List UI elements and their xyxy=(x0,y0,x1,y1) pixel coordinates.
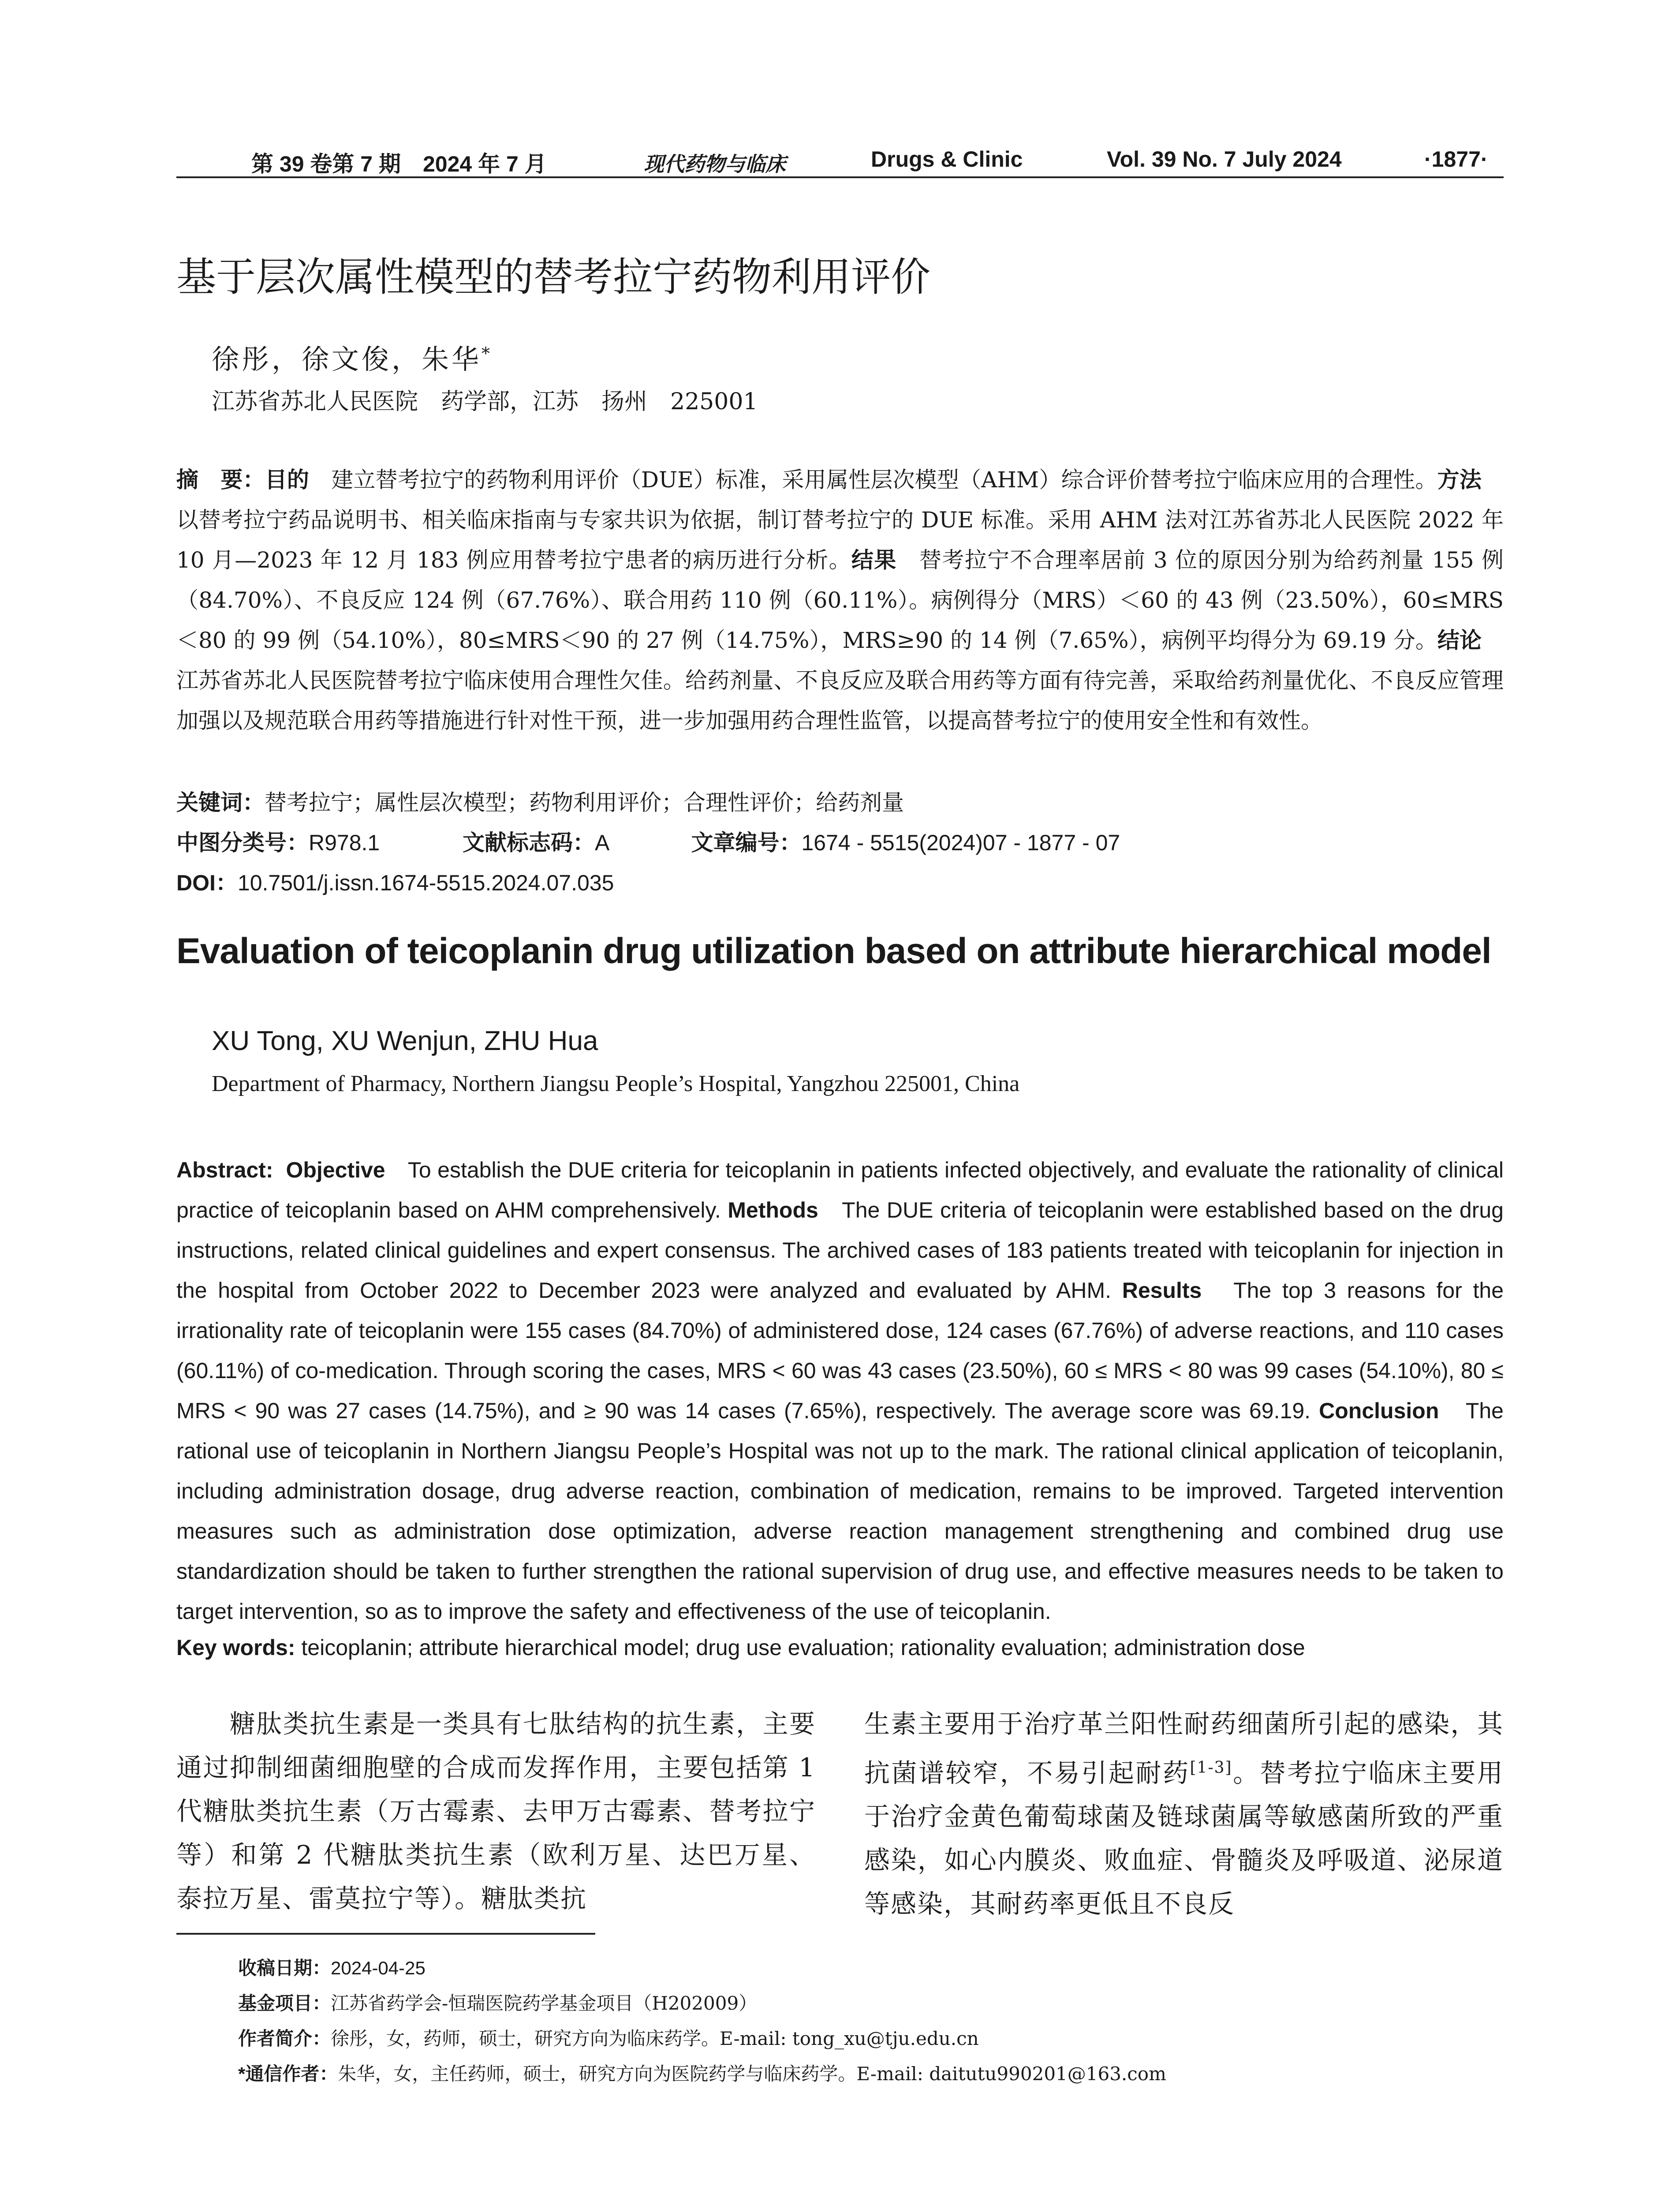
cn-methods-label: 方法 xyxy=(1437,467,1482,492)
en-conclusion-label: Conclusion xyxy=(1319,1398,1439,1423)
cn-objective-label: 目的 xyxy=(265,467,310,492)
corresponding-label: *通信作者： xyxy=(238,2063,338,2084)
cn-results-label: 结果 xyxy=(851,548,897,572)
cn-abstract-label: 摘 要： xyxy=(176,467,265,492)
author-bio-text: 徐彤，女，药师，硕士，研究方向为临床药学。E-mail: tong_xu@tju.edu.cn xyxy=(331,2028,979,2049)
en-keywords xyxy=(176,1635,1305,1660)
doc-code-value: A xyxy=(595,830,609,855)
cn-title: 基于层次属性模型的替考拉宁药物利用评价 xyxy=(176,255,930,299)
cn-results-text: 替考拉宁不合理率居前 3 位的原因分别为给药剂量 155 例（84.70%）、不良反应 124 例（67.76%）、联合用药 110 例（60.11%）。病例得分（MRS）＜60 的 43 例（23.50%），60≤MRS＜80 的 99 例（54.10%），80≤MRS＜90 的 27 例（14.75%），MRS≥90 的 14 例（7.65%），病例平均得分为 69.19 分。 xyxy=(176,547,1504,653)
en-keywords-label: Key words: xyxy=(176,1635,295,1660)
author-bio-label: 作者简介： xyxy=(238,2028,331,2049)
received-date: 2024-04-25 xyxy=(331,1958,426,1978)
body-paragraph-2a: 生素主要用于治疗革兰阳性耐药细菌所引起的感染，其抗菌谱较窄，不易引起耐药 xyxy=(864,1709,1504,1788)
header-page-number: ·1877· xyxy=(1424,147,1488,172)
cn-conclusion-text: 江苏省苏北人民医院替考拉宁临床使用合理性欠佳。给药剂量、不良反应及联合用药等方面有待完善，采取给药剂量优化、不良反应管理加强以及规范联合用药等措施进行针对性干预，进一步加强用药合理性监管，以提高替考拉宁的使用安全性和有效性。 xyxy=(176,628,1504,733)
header-journal-en: Drugs & Clinic xyxy=(871,147,1023,172)
cn-methods-text: 以替考拉宁药品说明书、相关临床指南与专家共识为依据，制订替考拉宁的 DUE 标准。采用 AHM 法对江苏省苏北人民医院 2022 年 10 月—2023 年 12 月 183 例应用替考拉宁患者的病历进行分析。 xyxy=(176,467,1504,573)
doc-code-label: 文献标志码： xyxy=(463,830,595,855)
header-journal-cn: 现代药物与临床 xyxy=(644,152,786,176)
en-abstract-label: Abstract: xyxy=(176,1158,273,1182)
cn-conclusion-label: 结论 xyxy=(1437,628,1482,653)
en-methods-text: The DUE criteria of teicoplanin were established based on the drug instructions, related clinical guidelines and expert consensus. The archived cases of 183 patients treated with teicoplanin for injection in the hospital from October 2022 to December 2023 were analyzed and evaluated by AHM. xyxy=(176,1198,1504,1303)
cn-keywords-label: 关键词： xyxy=(176,790,265,815)
cn-objective-text: 建立替考拉宁的药物利用评价（DUE）标准，采用属性层次模型（AHM）综合评价替考拉宁临床应用的合理性。 xyxy=(309,467,1437,493)
en-objective-label: Objective xyxy=(286,1158,385,1182)
cn-author-names: 徐彤，徐文俊，朱华 xyxy=(212,343,482,375)
cn-authors xyxy=(212,337,493,377)
cn-abstract xyxy=(176,460,1504,741)
footnote-rule xyxy=(176,1933,595,1935)
header-volume-cn: 第 39 卷第 7 期 2024 年 7 月 xyxy=(251,152,547,176)
en-keywords-text: teicoplanin; attribute hierarchical model; drug use evaluation; rationality evaluation; administration dose xyxy=(295,1635,1305,1660)
citation-ref: [1-3] xyxy=(1190,1759,1232,1777)
corresponding-author-mark: * xyxy=(482,344,493,363)
header-volume-en: Vol. 39 No. 7 July 2024 xyxy=(1107,147,1342,172)
cn-affiliation xyxy=(212,383,758,416)
received-label: 收稿日期： xyxy=(238,1958,331,1978)
cn-classification-line xyxy=(176,825,1120,857)
body-column-right xyxy=(864,1702,1504,1926)
clc-value: R978.1 xyxy=(309,830,380,855)
footnote-corresponding xyxy=(238,2059,1166,2086)
doi-label: DOI： xyxy=(176,871,238,895)
body-paragraph-2b: 。替考拉宁临床主要用于治疗金黄色葡萄球菌及链球菌属等敏感菌所致的严重感染，如心内膜炎、败血症、骨髓炎及呼吸道、泌尿道等感染，其耐药率更低且不良反 xyxy=(864,1758,1504,1919)
doi-value: 10.7501/j.issn.1674-5515.2024.07.035 xyxy=(237,871,614,895)
fund-text: 江苏省药学会-恒瑞医院药学基金项目（H202009） xyxy=(331,1992,758,2014)
corresponding-text: 朱华，女，主任药师，硕士，研究方向为医院药学与临床药学。E-mail: daitutu990201@163.com xyxy=(338,2063,1166,2085)
en-conclusion-text: The rational use of teicoplanin in Northern Jiangsu People’s Hospital was not up to the mark. The rational clinical application of teicoplanin, including administration dosage, drug adverse reaction, combination of medication, remains to be improved. Targeted intervention measures such as administration dose optimization, adverse reaction management strengthening and combined drug use standardization should be taken to further strengthen the rational supervision of drug use, and effective measures needs to be taken to target intervention, so as to improve the safety and effectiveness of the use of teicoplanin. xyxy=(176,1398,1504,1624)
cn-keywords-text: 替考拉宁；属性层次模型；药物利用评价；合理性评价；给药剂量 xyxy=(265,790,904,815)
footnote-fund xyxy=(238,1989,757,2015)
en-authors: XU Tong, XU Wenjun, ZHU Hua xyxy=(212,1026,598,1056)
cn-keywords xyxy=(176,785,904,817)
running-header xyxy=(176,140,1504,176)
doi-line xyxy=(176,865,614,897)
en-methods-label: Methods xyxy=(728,1198,818,1222)
body-paragraph-1: 糖肽类抗生素是一类具有七肽结构的抗生素，主要通过抑制细菌细胞壁的合成而发挥作用，主要包括第 1 代糖肽类抗生素（万古霉素、去甲万古霉素、替考拉宁等）和第 2 代糖肽类抗生素（欧利万星、达巴万星、泰拉万星、雷莫拉宁等）。糖肽类抗 xyxy=(176,1709,816,1913)
footnote-received xyxy=(238,1954,426,1980)
en-abstract xyxy=(176,1150,1504,1632)
body-column-left xyxy=(176,1702,816,1921)
en-affiliation: Department of Pharmacy, Northern Jiangsu People’s Hospital, Yangzhou 225001, China xyxy=(212,1071,1020,1096)
en-results-text: The top 3 reasons for the irrationality rate of teicoplanin were 155 cases (84.70%) of administered dose, 124 cases (67.76%) of adverse reactions, and 110 cases (60.11%) of co-medication. Through scoring the cases, MRS < 60 was 43 cases (23.50%), 60 ≤ MRS < 80 was 99 cases (54.10%), 80 ≤ MRS < 90 was 27 cases (14.75%), and ≥ 90 was 14 cases (7.65%), respectively. The average score was 69.19. xyxy=(176,1278,1504,1423)
cn-affiliation-text: 江苏省苏北人民医院 药学部，江苏 扬州 225001 xyxy=(212,389,758,415)
en-results-label: Results xyxy=(1122,1278,1202,1303)
header-rule xyxy=(176,176,1504,178)
article-no-value: 1674 - 5515(2024)07 - 1877 - 07 xyxy=(801,830,1120,855)
footnote-author xyxy=(238,2024,979,2051)
fund-label: 基金项目： xyxy=(238,1993,331,2014)
article-no-label: 文章编号： xyxy=(691,830,802,855)
en-title: Evaluation of teicoplanin drug utilization based on attribute hierarchical model xyxy=(176,931,1491,971)
en-objective-text: To establish the DUE criteria for teicoplanin in patients infected objectively, and evaluate the rationality of clinical practice of teicoplanin based on AHM comprehensively. xyxy=(176,1158,1504,1222)
clc-label: 中图分类号： xyxy=(176,830,309,855)
